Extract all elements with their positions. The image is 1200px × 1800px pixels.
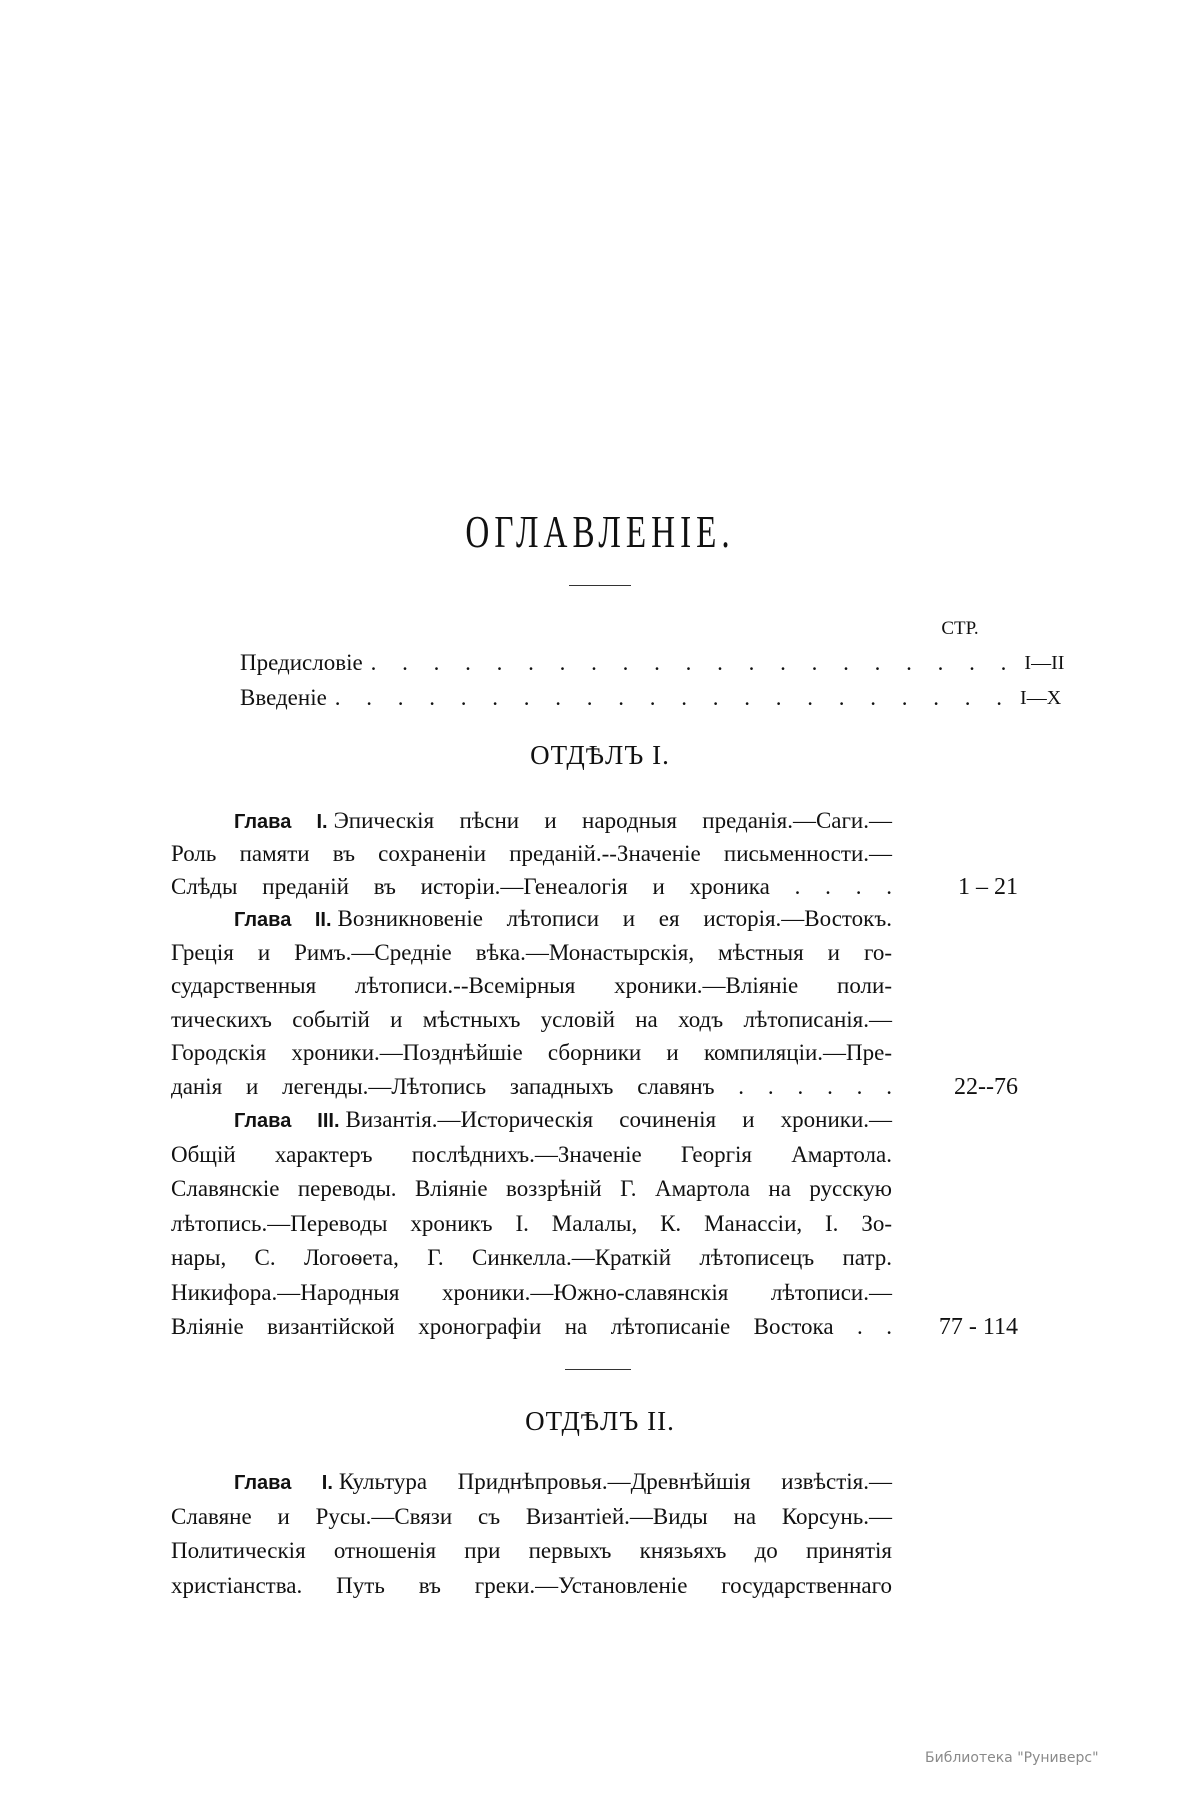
- chapter-line: [171, 1311, 892, 1343]
- chapter-line: [234, 1104, 892, 1136]
- chapter-text: Славянскіе переводы. Вліяніе воззрѣній Г. Амартола на русскую: [171, 1176, 892, 1201]
- chapter-line: [171, 871, 892, 903]
- chapter-line: [171, 1501, 892, 1533]
- chapter-label: Глава I.: [234, 811, 328, 833]
- chapter-line: [171, 1173, 892, 1205]
- toc-entry-preface[interactable]: [240, 648, 1065, 678]
- chapter-line: [171, 1004, 892, 1036]
- chapter-text: нары, С. Логоѳета, Г. Синкелла.—Краткій лѣтописецъ патр.: [171, 1245, 892, 1270]
- dot-leader: . . . . . . . . . . . . . . . . . . . . . .: [334, 685, 1013, 710]
- chapter-line: [171, 1535, 892, 1567]
- chapter-label: Глава III.: [234, 1110, 340, 1132]
- entry-label: Введеніе: [240, 685, 327, 710]
- chapter-line: [171, 937, 892, 969]
- chapter-text: Греція и Римъ.—Средніе вѣка.—Монастырскія, мѣстныя и го-: [171, 939, 892, 965]
- chapter-line: [234, 903, 892, 935]
- chapter-line: [171, 1208, 892, 1240]
- chapter-text: данія и легенды.—Лѣтопись западныхъ славянъ . . . . . .: [171, 1073, 892, 1099]
- pages-column-header: СТР.: [941, 618, 979, 639]
- entry-pages: I—X: [1020, 686, 1062, 709]
- page-title: [0, 505, 1200, 558]
- chapter-text: лѣтопись.—Переводы хроникъ I. Малалы, К. Манассіи, I. Зо-: [171, 1210, 892, 1236]
- chapter-line: [171, 1037, 892, 1069]
- chapter-text: Славяне и Русы.—Связи съ Византіей.—Виды на Корсунь.—: [171, 1503, 892, 1529]
- chapter-text: Политическія отношенія при первыхъ князьяхъ до принятія: [171, 1538, 892, 1563]
- chapter-line: [171, 1139, 892, 1171]
- toc-entry-introduction[interactable]: [240, 683, 1062, 713]
- chapter-text: христіанства. Путь въ греки.—Установленіе государственнаго: [171, 1572, 892, 1598]
- chapter-text: Никифора.—Народныя хроники.—Южно-славянскія лѣтописи.—: [171, 1279, 892, 1305]
- chapter-text: Городскія хроники.—Позднѣйшіе сборники и компиляціи.—Пре-: [171, 1040, 892, 1065]
- chapter-text: Византія.—Историческія сочиненія и хроники.—: [345, 1107, 893, 1132]
- entry-pages: I—II: [1024, 651, 1065, 674]
- chapter-label: Глава I.: [234, 1472, 333, 1494]
- chapter-text: Культура Приднѣпровья.—Древнѣйшія извѣстія.—: [338, 1469, 892, 1494]
- chapter-text: тическихъ событій и мѣстныхъ условій на ходъ лѣтописанія.—: [171, 1006, 892, 1032]
- chapter-text: Вліяніе византійской хронографіи на лѣтописаніе Востока . .: [171, 1314, 892, 1339]
- chapter-text: сударственныя лѣтописи.--Всемірныя хроники.—Вліяніе поли-: [171, 973, 892, 998]
- chapter-line: [171, 1071, 892, 1103]
- chapter-pages: 77 - 114: [938, 1314, 1018, 1340]
- chapter-line: [171, 970, 892, 1002]
- divider: [565, 1369, 631, 1370]
- chapter-text: Роль памяти въ сохраненіи преданій.--Значеніе письменности.—: [171, 841, 892, 866]
- section-heading-2: ОТДѢЛЪ II.: [525, 1406, 675, 1436]
- chapter-line: [234, 1466, 892, 1498]
- chapter-line: [171, 838, 892, 870]
- chapter-text: Возникновеніе лѣтописи и ея исторія.—Востокъ.: [337, 906, 892, 931]
- chapter-text: Слѣды преданій въ исторіи.—Генеалогія и хроника . . . .: [171, 874, 892, 899]
- divider: [569, 585, 631, 586]
- chapter-line: [171, 1242, 892, 1274]
- dot-leader: . . . . . . . . . . . . . . . . . . . . .: [370, 650, 1017, 675]
- library-watermark: Библиотека "Руниверс": [925, 1750, 1099, 1766]
- chapter-pages: 1 – 21: [958, 874, 1018, 900]
- chapter-line: [171, 1570, 892, 1602]
- section-heading-1: ОТДѢЛЪ I.: [530, 740, 670, 770]
- chapter-label: Глава II.: [234, 909, 332, 931]
- chapter-text: Общій характеръ послѣднихъ.—Значеніе Георгія Амартола.: [171, 1141, 892, 1167]
- title-text: ОГЛАВЛЕНІЕ.: [465, 506, 735, 557]
- chapter-line: [234, 805, 892, 837]
- chapter-pages: 22--76: [954, 1073, 1018, 1100]
- entry-label: Предисловіе: [240, 650, 363, 675]
- chapter-text: Эпическія пѣсни и народныя преданія.—Саги.—: [333, 808, 892, 833]
- chapter-line: [171, 1277, 892, 1309]
